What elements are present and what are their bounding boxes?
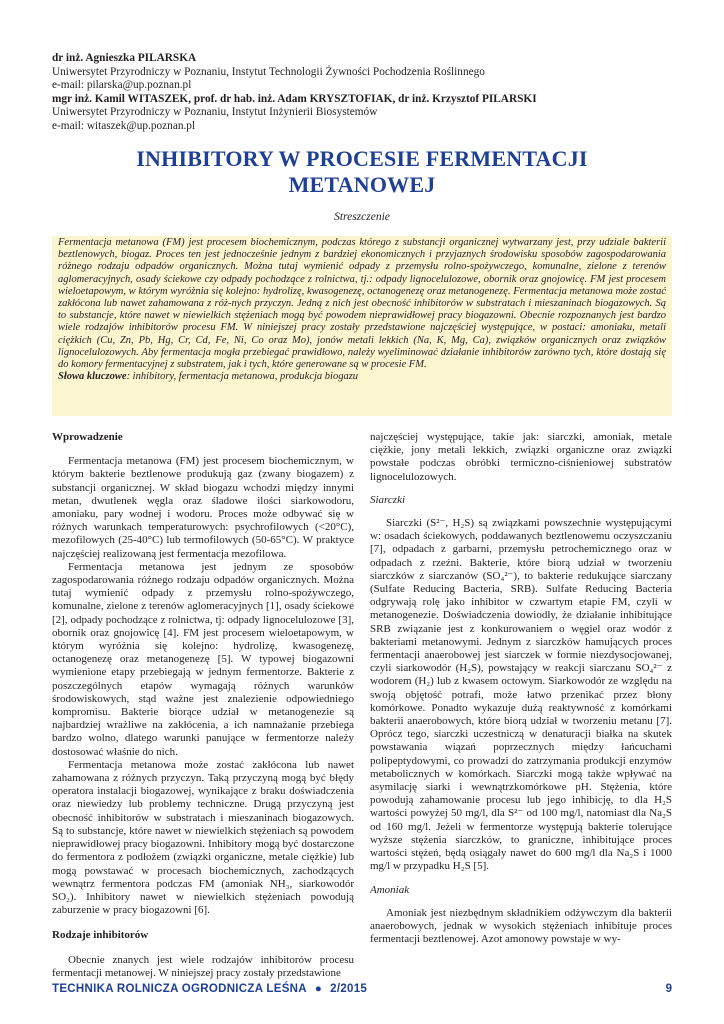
- paragraph: najczęściej występujące, takie jak: siarczki, amoniak, metale ciężkie, jony metali lekkich, związki organiczne oraz związki powstałe podczas obróbki termiczno-ciśnieniowej substratów lignocelulozowych.: [370, 431, 672, 483]
- page-number: 9: [665, 983, 672, 995]
- keywords-text: : inhibitory, fermentacja metanowa, produkcja biogazu: [126, 371, 359, 383]
- email-2: e-mail: witaszek@up.poznan.pl: [52, 119, 196, 132]
- keywords-label: Słowa kluczowe: [58, 371, 127, 383]
- right-column: [370, 431, 672, 946]
- paragraph: Fermentacja metanowa może zostać zakłócona lub nawet zahamowana z różnych przyczyn. Taką przyczyną mogą być błędy operatora instalacji biogazowej, wynikające z braku doświadczenia oraz niewiedzy lub problemy techniczne. Drugą przyczyną jest obecność inhibitorów w substratach i mieszaninach biogazowych. Są to substancje, które nawet w niewielkich stężeniach są powodem nieprawidłowej pracy biogazowni. Inhibitory mogą być dostarczone do fermentora z podłożem (związki organiczne, metale ciężkie) lub mogą powstawać w procesach biochemicznych, zachodzących wewnątrz fermentora podczas FM (amoniak NH₃, siarkowodór SO₂). Inhibitory nawet w niewielkich stężeniach powodują zaburzenie w pracy biogazowni [6].: [52, 758, 354, 917]
- abstract-text: Fermentacja metanowa (FM) jest procesem biochemicznym, podczas którego z substancji organicznej wytwarzany jest, przy udziale bakterii beztlenowych, biogaz. Proces ten jest jednocześnie jednym z bardziej ekonomicznych i przyjaznych środowisku sposobów zagospodarowania różnego rodzaju odpadów organicznych. Można tutaj wymienić odpady z przemysłu rolno-spożywczego, komunalne, zielone z terenów aglomeracyjnych, osady ściekowe czy odpady pochodzące z rolnictwa, tj.: odpady lignocelulozowe, obornik oraz gnojowicę. FM jest procesem wieloetapowym, w którym wyróżnia się kolejno: hydrolizę, kwasogenezę, octanogenezę oraz metanogenezę. Fermentacja metanowa może zostać zakłócona lub nawet zahamowana z róż-nych przyczyn. Jedną z nich jest obecność inhibitorów w substratach i mieszaninach biogazowych. Są to substancje, które nawet w niewielkich stężeniach mogą być powodem nieprawidłowej pracy biogazowni. Obecnie rozpoznanych jest bardzo wiele rodzajów inhibitorów procesu FM. W niniejszej pracy zostały przedstawione najczęściej występujące, w postaci: amoniaku, metali ciężkich (Cu, Zn, Pb, Hg, Cr, Cd, Fe, Ni, Co oraz Mo), jonów metali lekkich (Na, K, Mg, Ca), związków organicznych oraz związków lignocelulozowych. Aby fermentacja mogła przebiegać prawidłowo, należy wyeliminować działanie inhibitorów zarówno tych, które dostają się do komory fermentacyjnej z substratem, jak i tych, które generowane są w procesie FM.: [58, 237, 666, 371]
- abstract-heading: Streszczenie: [334, 211, 390, 223]
- subsection-heading-ammonia: Amoniak: [370, 883, 410, 896]
- keywords: [58, 371, 666, 383]
- bullet-icon: ●: [314, 983, 323, 995]
- left-column: [52, 431, 354, 980]
- author-block: [52, 52, 672, 134]
- section-heading-intro: Wprowadzenie: [52, 431, 123, 443]
- paragraph: Fermentacja metanowa (FM) jest procesem biochemicznym, w którym bakterie beztlenowe produkują gaz (zwany biogazem) z substancji organicznej. W skład biogazu wchodzi między innymi metan, dwutlenek węgla oraz śladowe ilości siarkowodoru, amoniaku, pary wodnej i wodoru. Proces może odbywać się w różnych warunkach temperaturowych: psychrofilowych (<20°C), mezofilowych (25-40°C) lub termofilowych (50-65°C). W praktyce najczęściej realizowaną jest fermentacja mezofilowa.: [52, 455, 354, 560]
- subsection-heading-sulfides: Siarczki: [370, 493, 406, 506]
- email-1: e-mail: pilarska@up.poznan.pl: [52, 79, 192, 92]
- affiliation-2: Uniwersytet Przyrodniczy w Poznaniu, Instytut Inżynierii Biosystemów: [52, 106, 378, 119]
- paragraph: Fermentacja metanowa jest jednym ze sposobów zagospodarowania różnego rodzaju odpadów organicznych. Można tutaj wymienić odpady z przemysłu rolno-spożywczego, komunalne, zielone z terenów aglomeracyjnych [1], osady ściekowe [2], odpady pochodzące z rolnictwa, tj: odpady lignocelulozowe [3], obornik oraz gnojowicę [4]. FM jest procesem wieloetapowym, w którym wyróżnia się kolejno: hydrolizę, kwasogenezę, octanogenezę oraz metanogenezę [5]. W typowej biogazowni wymienione etapy przebiegają w jednym fermentorze. Bakterie z poszczególnych etapów wymagają różnych warunków środowiskowych, stąd ważne jest znalezienie odpowiedniego kompromisu. Bakterie biorące udział w metanogenezie są najbardziej wrażliwe na zakłócenia, a ich namnażanie przebiega bardzo wolno, dlatego warunki panujące w fermentorze należy dostosować właśnie do nich.: [52, 560, 354, 758]
- author-2: mgr inż. Kamil WITASZEK, prof. dr hab. inż. Adam KRYSZTOFIAK, dr inż. Krzysztof PILARSKI: [52, 92, 537, 105]
- paragraph: Siarczki (S²⁻, H₂S) są związkami powszechnie występującymi w: osadach ściekowych, poddawanych beztlenowemu oczyszczaniu [7], odpadach z garbarni, przemysłu petrochemicznego oraz w odpadach z rzeźni. Bakterie, które biorą udział w tworzeniu siarczków z siarczanów (SO₄²⁻), to bakterie redukujące siarczany (Sulfate Reducing Bacteria, SRB). Sulfate Reducing Bacteria odgrywają rolę jako inhibitor w czwartym etapie FM, czyli w metanogenezie. Doświadczenia dowiodły, że działanie inhibitujące SRB związanie jest z konkurowaniem o węgiel oraz wodór z bakteriami metanowymi. Jednym z siarczków hamujących proces fermentacji anaerobowej jest siarczek w formie niezdysocjowanej, czyli siarkowodór (H₂S), powstający w reakcji siarczanu SO₄²⁻ z wodorem (H₂) lub z kwasem octowym. Siarkowodór ze względu na swoją objętość potrafi, może łatwo przenikać przez błony komórkowe. Ponadto wykazuje dużą reaktywność z komórkami bakterii anaerobowych, które biorą udział w tworzeniu metanu [7]. Oprócz tego, siarczki uczestniczą w denaturacji białka na skutek powstawania wiązań poprzecznych między łańcuchami polipeptydowymi, co prowadzi do zatrzymania produkcji enzymów metabolicznych w komórkach. Siarczki mogą także wpływać na asymilację siarki i wewnątrzkomórkowe pH. Stężenia, które powodują zahamowanie procesu lub jego inhibicję, to dla H₂S wartości powyżej 50 mg/l, dla S²⁻ od 100 mg/l, natomiast dla Na₂S od 160 mg/l. Jeżeli w fermentorze występują bakterie tolerujące wyższe stężenia siarczków, to graniczne, inhibitujące proces wartości stężeń, będą osiągały nawet do 600 mg/l dla Na₂S i 1000 mg/l w przypadku H₂S [5].: [370, 517, 672, 873]
- issue-number: 2/2015: [330, 983, 368, 995]
- author-1: dr inż. Agnieszka PILARSKA: [52, 52, 197, 64]
- paragraph: Amoniak jest niezbędnym składnikiem odżywczym dla bakterii anaerobowych, jednak w wysokich stężeniach inhibituje proces fermentacji beztlenowej. Azot amonowy powstaje w wy-: [370, 906, 672, 946]
- title-line-2: METANOWEJ: [288, 172, 436, 197]
- abstract-box: [52, 236, 672, 416]
- affiliation-1: Uniwersytet Przyrodniczy w Poznaniu, Instytut Technologii Żywności Pochodzenia Roślinnego: [52, 65, 485, 78]
- paragraph: Obecnie znanych jest wiele rodzajów inhibitorów procesu fermentacji metanowej. W niniejszej pracy zostały przedstawione: [52, 953, 354, 979]
- article-title: [40, 146, 684, 198]
- journal-title: TECHNIKA ROLNICZA OGRODNICZA LEŚNA: [52, 983, 307, 995]
- title-line-1: INHIBITORY W PROCESIE FERMENTACJI: [136, 146, 588, 171]
- journal-name: [52, 983, 367, 995]
- section-heading-types: Rodzaje inhibitorów: [52, 929, 149, 942]
